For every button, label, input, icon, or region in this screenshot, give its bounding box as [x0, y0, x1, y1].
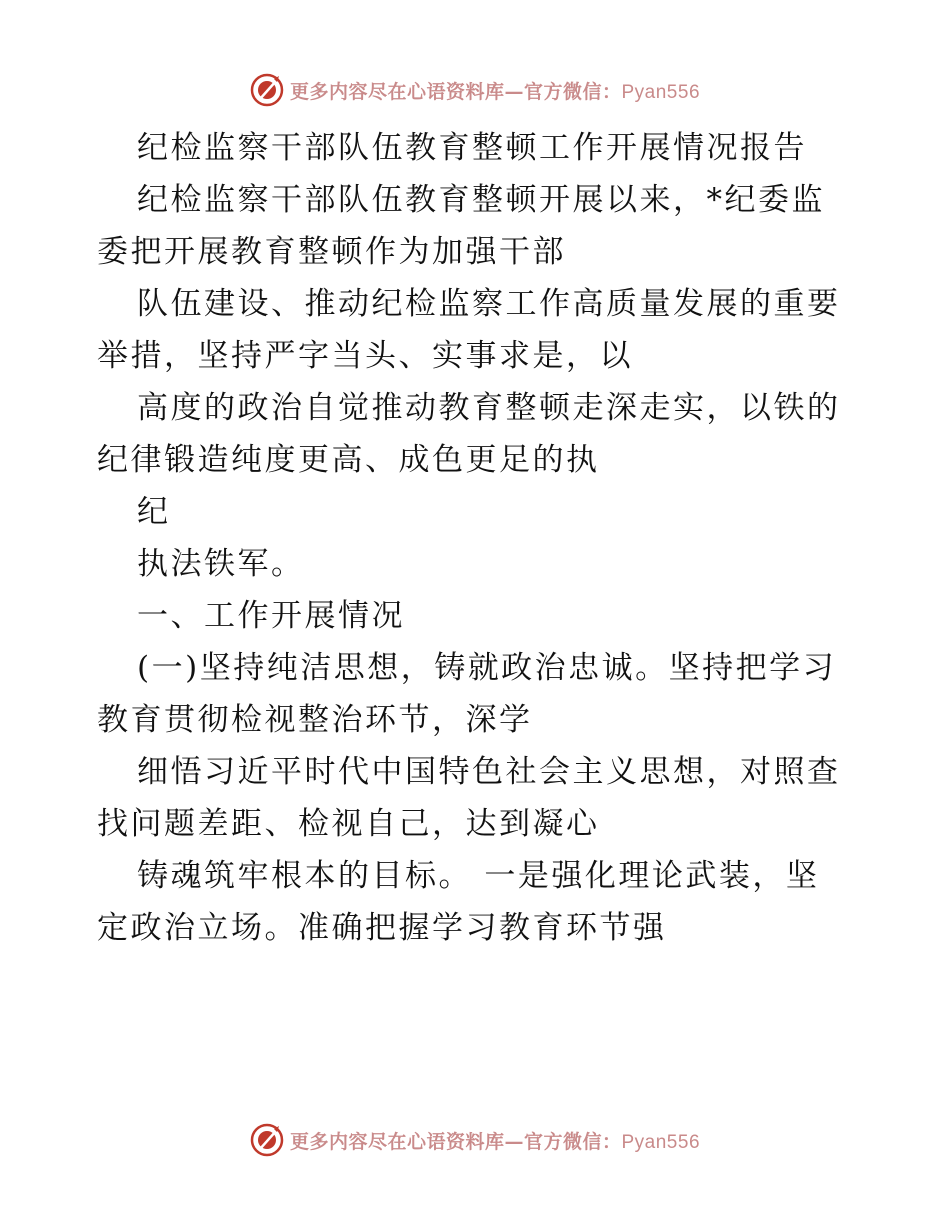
text-line: 细悟习近平时代中国特色社会主义思想，对照查: [137, 754, 841, 790]
text-line: 高度的政治自觉推动教育整顿走深走实，以铁的: [137, 390, 841, 426]
pen-circle-logo-icon: [250, 73, 284, 107]
text-line: 纪律锻造纯度更高、成色更足的执: [97, 442, 600, 478]
text-line: 举措，坚持严字当头、实事求是，以: [97, 338, 633, 374]
text-line: 定政治立场。准确把握学习教育环节强: [97, 910, 667, 946]
text-line: 铸魂筑牢根本的目标。 一是强化理论武装，坚: [137, 858, 820, 894]
text-line: 找问题差距、检视自己，达到凝心: [97, 806, 600, 842]
text-line: (一)坚持纯洁思想，铸就政治忠诚。坚持把学习: [137, 650, 837, 686]
text-line: 委把开展教育整顿作为加强干部: [97, 234, 566, 270]
document-body: [97, 122, 857, 954]
text-line: 队伍建设、推动纪检监察工作高质量发展的重要: [137, 286, 841, 322]
pen-circle-logo-icon: [250, 1123, 284, 1157]
text-line: 一、工作开展情况: [137, 598, 405, 634]
text-line: 教育贯彻检视整治环节，深学: [97, 702, 533, 738]
watermark-text: 更多内容尽在心语资料库—官方微信：Pyan556: [289, 80, 701, 103]
text-line: 纪检监察干部队伍教育整顿工作开展情况报告: [137, 130, 807, 166]
watermark-text: 更多内容尽在心语资料库—官方微信：Pyan556: [289, 1130, 701, 1153]
footer-watermark: [0, 1120, 950, 1160]
text-line: 执法铁军。: [137, 546, 305, 582]
text-line: 纪检监察干部队伍教育整顿开展以来，*纪委监: [137, 182, 825, 218]
header-watermark: [0, 70, 950, 110]
text-line: 纪: [137, 494, 171, 530]
